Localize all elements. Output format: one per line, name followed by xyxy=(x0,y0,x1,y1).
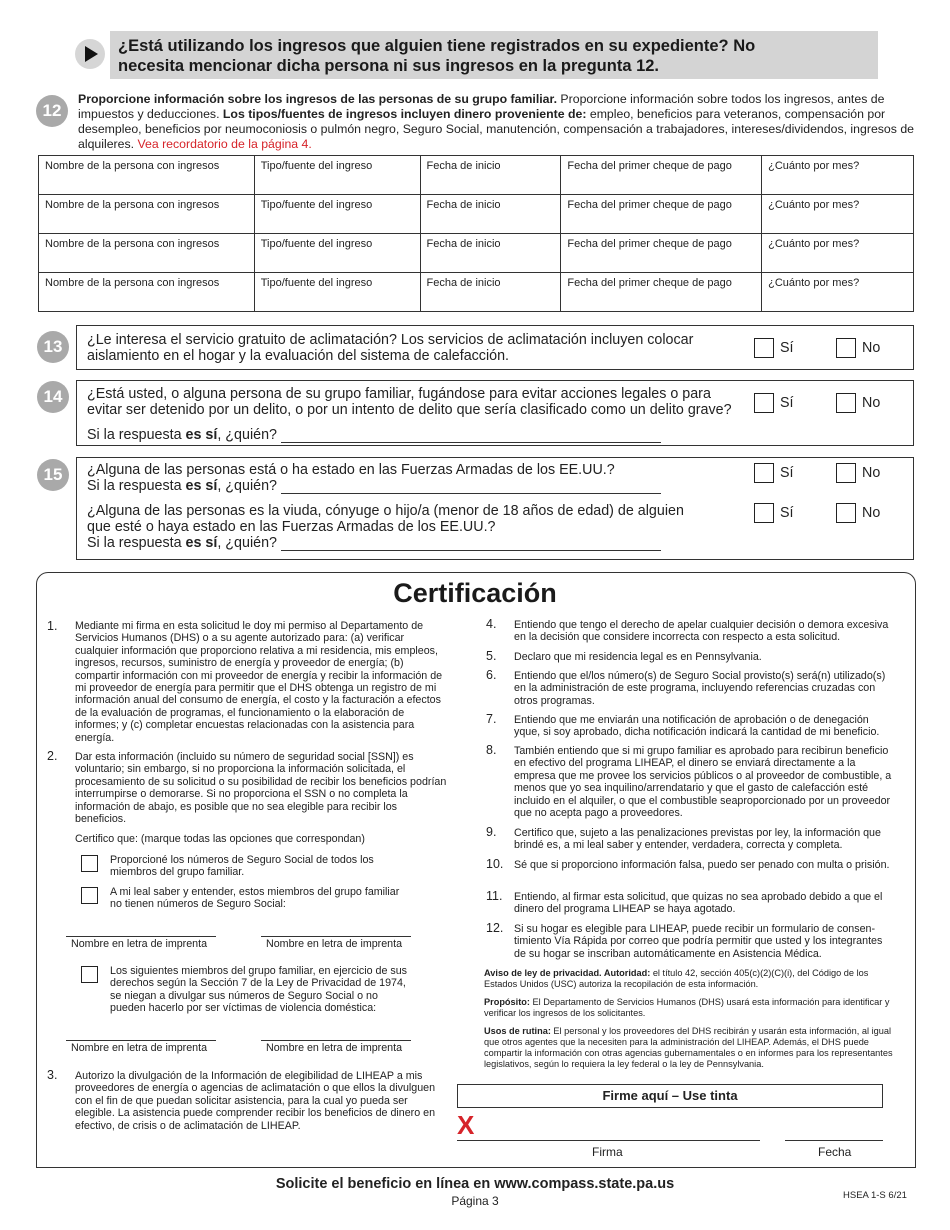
q14-who-input[interactable] xyxy=(281,429,661,443)
q15b-yes-checkbox[interactable] xyxy=(754,503,774,523)
q15b-line-1: ¿Alguna de las personas es la viuda, cónyuge o hijo/a (menor de 18 años de edad) de alguien xyxy=(87,503,684,519)
q14-yes-checkbox[interactable] xyxy=(754,393,774,413)
opt1-checkbox[interactable] xyxy=(81,855,98,872)
item-number-11: 11. xyxy=(486,889,503,903)
q14-box xyxy=(76,380,914,446)
q14-who-bold: es sí xyxy=(185,427,218,443)
opt3-checkbox[interactable] xyxy=(81,966,98,983)
q14-who xyxy=(87,427,661,443)
item-number-1: 1. xyxy=(47,619,58,633)
notice-banner xyxy=(110,31,878,79)
q13-box xyxy=(76,325,914,370)
item-number-8: 8. xyxy=(486,743,497,757)
income-cell[interactable]: ¿Cuánto por mes? xyxy=(762,156,914,195)
signature-caption: Firma xyxy=(592,1145,623,1159)
income-cell[interactable]: Fecha del primer cheque de pago xyxy=(561,195,762,234)
cert-item-2: Dar esta información (incluido su número de seguridad social [SSN]) es voluntario; sin embargo, si no proporciona la información solicitada, el procesamiento de su solicitud o su posibilidad de recibir los beneficios podrían interrumpirse o demorarse. Si no proporciona el SSN o no completa la información de abajo, es posible que no sea elegible para recibir los beneficios. xyxy=(75,751,447,826)
print-name-line-3[interactable] xyxy=(66,1040,216,1041)
q13-no-label: No xyxy=(862,340,881,356)
item-number-5: 5. xyxy=(486,649,497,663)
q15a-question xyxy=(87,462,661,494)
income-cell[interactable]: ¿Cuánto por mes? xyxy=(762,195,914,234)
income-cell[interactable]: Fecha del primer cheque de pago xyxy=(561,156,762,195)
print-name-line-1[interactable] xyxy=(66,936,216,937)
q13-yes-checkbox[interactable] xyxy=(754,338,774,358)
item-number-7: 7. xyxy=(486,712,497,726)
footer-page-number: Página 3 xyxy=(451,1194,499,1208)
print-name-caption-3: Nombre en letra de imprenta xyxy=(71,1042,208,1054)
q13-yes-label: Sí xyxy=(780,340,794,356)
q15a-who-bold: es sí xyxy=(185,478,218,494)
item-number-4: 4. xyxy=(486,617,497,631)
income-cell[interactable]: Fecha de inicio xyxy=(420,195,561,234)
opt2-checkbox[interactable] xyxy=(81,887,98,904)
q15b-who-suffix: , ¿quién? xyxy=(217,535,277,551)
q15b-line-2: que esté o haya estado en las Fuerzas Armadas de los EE.UU.? xyxy=(87,519,496,535)
cert-item-9: Certifico que, sujeto a las penalizaciones previstas por ley, la información que brindé es, a mi leal saber y entender, verdadera, correcta y completa. xyxy=(514,827,881,852)
income-row xyxy=(39,234,914,273)
cert-item-1: Mediante mi firma en esta solicitud le doy mi permiso al Departamento de Servicios Humanos (DHS) o a su agente autorizado para: (a) verificar cualquier información que proporciono relativa a mi residencia, mis empleos, ingresos, recursos, suministro de energía y proveedor de energía; (b) compartir información con mi proveedor de energía y recibir la información de mi proveedor de energía para permitir que el DHS obtenga un registro de mi información anual del consumo de energía, el costo y la facturación a efectos de la evaluación de programas, el funcionamiento o la elaboración de informes; y (c) completar encuestas relacionadas con la asistencia para energía. xyxy=(75,620,443,744)
purpose-notice xyxy=(484,997,894,1019)
signature-x-mark: X xyxy=(457,1110,475,1140)
cert-item-12: Si su hogar es elegible para LIHEAP, puede recibir un formulario de consentimiento Vía Rápida por correo que podría permitir que usted y los integrantes de su hogar se inscriban automáticamente en Asistencia Médica. xyxy=(514,923,883,960)
opt1-label: Proporcioné los números de Seguro Social de todos los miembros del grupo familiar. xyxy=(110,854,374,879)
item-number-9: 9. xyxy=(486,825,497,839)
date-caption: Fecha xyxy=(818,1145,852,1159)
q12-reminder: Vea recordatorio de la página 4. xyxy=(137,137,312,151)
q15a-yes-label: Sí xyxy=(780,465,794,481)
income-cell[interactable]: Fecha de inicio xyxy=(420,273,561,312)
cert-item-7: Entiendo que me enviarán una notificación de aprobación o de denegación yque, si soy aprobado, dicha notificación indicará la cantidad de mi beneficio. xyxy=(514,714,880,739)
q15-box xyxy=(76,457,914,560)
banner-line-2: necesita mencionar dicha persona ni sus ingresos en la pregunta 12. xyxy=(118,57,660,75)
cert-item-10: Sé que si proporciono información falsa, puedo ser penado con multa o prisión. xyxy=(514,859,890,871)
q14-who-suffix: , ¿quién? xyxy=(217,427,277,443)
income-cell[interactable]: Fecha del primer cheque de pago xyxy=(561,234,762,273)
income-table xyxy=(38,155,914,312)
q15a-who-suffix: , ¿quién? xyxy=(217,478,277,494)
question-number-15: 15 xyxy=(37,459,69,491)
q14-line-2: evitar ser detenido por un delito, o por un intento de delito que sería clasificado como un delito grave? xyxy=(87,402,732,418)
print-name-caption-1: Nombre en letra de imprenta xyxy=(71,938,208,950)
cert-item-8: También entiendo que si mi grupo familiar es aprobado para recibirun beneficio en efectivo del programa LIHEAP, el dinero se enviará directamente a la empresa que me provee los servicios públicos o al proveedor de combustible, a menos que yo sea inquilino/arrendatario y que el gasto de calefacción esté incluido en el alquiler, o que el combustible seaproporcionado por un proveedor que no acepta pago a proveedores. xyxy=(514,745,892,820)
privacy-bold: Aviso de ley de privacidad. Autoridad: xyxy=(484,968,651,978)
opt2-label: A mi leal saber y entender, estos miembros del grupo familiar no tienen números de Seguro Social: xyxy=(110,886,400,911)
q13-no-checkbox[interactable] xyxy=(836,338,856,358)
q15a-no-label: No xyxy=(862,465,881,481)
q15b-no-checkbox[interactable] xyxy=(836,503,856,523)
q12-text-2: empleo, beneficios para veteranos, compensación por desempleo, beneficios por neumoconiosis o pulmón negro, Seguro Social, manutención, compensación a trabajadores, intereses/dividendos, ingresos de alquileres. xyxy=(78,107,915,151)
q15b-who xyxy=(87,535,684,551)
certification-title: Certificación xyxy=(393,578,557,608)
income-cell[interactable]: Tipo/fuente del ingreso xyxy=(254,234,420,273)
item-number-3: 3. xyxy=(47,1068,58,1082)
income-row xyxy=(39,156,914,195)
q15b-question xyxy=(87,503,684,551)
question-number-12: 12 xyxy=(36,95,68,127)
q15a-line-1: ¿Alguna de las personas está o ha estado en las Fuerzas Armadas de los EE.UU.? xyxy=(87,462,615,478)
income-cell[interactable]: ¿Cuánto por mes? xyxy=(762,273,914,312)
q15b-yes-label: Sí xyxy=(780,505,794,521)
income-cell[interactable]: Nombre de la persona con ingresos xyxy=(39,273,255,312)
q14-question xyxy=(87,386,732,418)
print-name-line-4[interactable] xyxy=(261,1040,411,1041)
income-cell[interactable]: ¿Cuánto por mes? xyxy=(762,234,914,273)
income-cell[interactable]: Tipo/fuente del ingreso xyxy=(254,195,420,234)
cert-item-11: Entiendo, al firmar esta solicitud, que quizas no sea aprobado debido a que el dinero del programa LIHEAP se haya agotado. xyxy=(514,891,883,916)
privacy-notice xyxy=(484,968,894,990)
q14-who-prefix: Si la respuesta xyxy=(87,427,186,443)
q13-question xyxy=(87,332,693,364)
income-row xyxy=(39,273,914,312)
print-name-caption-2: Nombre en letra de imprenta xyxy=(266,938,403,950)
income-cell[interactable]: Fecha de inicio xyxy=(420,234,561,273)
footer-form-id: HSEA 1-S 6/21 xyxy=(843,1190,907,1201)
q14-line-1: ¿Está usted, o alguna persona de su grupo familiar, fugándose para evitar acciones legales o para xyxy=(87,386,711,402)
question-number-13: 13 xyxy=(37,331,69,363)
q12-bold-2: Los tipos/fuentes de ingresos incluyen dinero proveniente de: xyxy=(222,107,587,121)
cert-item-5: Declaro que mi residencia legal es en Pennsylvania. xyxy=(514,651,762,663)
arrow-icon xyxy=(75,39,105,69)
certify-heading: Certifico que: (marque todas las opciones que correspondan) xyxy=(75,833,365,845)
income-cell[interactable]: Tipo/fuente del ingreso xyxy=(254,273,420,312)
q12-instructions xyxy=(78,92,918,152)
item-number-2: 2. xyxy=(47,749,58,763)
routine-text: El personal y los proveedores del DHS recibirán y usarán esta información, al igual que otros agentes que la necesiten para la administración del LIHEAP. Además, el DHS puede compartir la información con otras agencias gubernamentales o en informes para los representantes legislativos, según lo requiera la ley federal o la ley de Pennsylvania. xyxy=(484,1026,893,1069)
print-name-line-2[interactable] xyxy=(261,936,411,937)
purpose-text: El Departamento de Servicios Humanos (DHS) usará esta información para identificar y verificar los ingresos de los solicitantes. xyxy=(484,997,890,1018)
date-line[interactable] xyxy=(785,1140,883,1141)
item-number-12: 12. xyxy=(486,921,504,935)
opt3-label: Los siguientes miembros del grupo familiar, en ejercicio de sus derechos según la Sección 7 de la Ley de Privacidad de 1974, se niegan a divulgar sus números de Seguro Social o no pueden hacerlo por ser víctimas de violencia doméstica: xyxy=(110,965,408,1015)
footer-apply-online: Solicite el beneficio en línea en www.compass.state.pa.us xyxy=(275,1176,675,1192)
q12-text-1: Proporcione información sobre todos los ingresos, antes de impuestos y deducciones. xyxy=(78,92,885,121)
privacy-text: el título 42, sección 405(c)(2)(C)(i), del Código de los Estados Unidos (USC) autoriza la recopilación de esta información. xyxy=(484,968,869,989)
routine-bold: Usos de rutina: xyxy=(484,1026,551,1036)
q13-line-2: aislamiento en el hogar y la evaluación del sistema de calefacción. xyxy=(87,348,510,364)
income-cell[interactable]: Nombre de la persona con ingresos xyxy=(39,195,255,234)
item-number-10: 10. xyxy=(486,857,504,871)
purpose-bold: Propósito: xyxy=(484,997,530,1007)
cert-item-4: Entiendo que tengo el derecho de apelar cualquier decisión o demora excesiva en la decisión que considere incorrecta con respecto a esta solicitud. xyxy=(514,619,889,644)
income-cell[interactable]: Nombre de la persona con ingresos xyxy=(39,156,255,195)
q15a-yes-checkbox[interactable] xyxy=(754,463,774,483)
item-number-6: 6. xyxy=(486,668,497,682)
income-cell[interactable]: Fecha de inicio xyxy=(420,156,561,195)
q15b-who-input[interactable] xyxy=(281,537,661,551)
q14-no-label: No xyxy=(862,395,881,411)
q12-bold-1: Proporcione información sobre los ingresos de las personas de su grupo familiar. xyxy=(78,92,558,106)
q13-line-1: ¿Le interesa el servicio gratuito de aclimatación? Los servicios de aclimatación incluyen colocar xyxy=(87,332,694,348)
cert-item-3: Autorizo la divulgación de la Información de elegibilidad de LIHEAP a mis proveedores de energía o agencias de aclimatación o que ellos la divulguen con el fin de que puedan solicitar asistencia, para la cual yo pueda ser elegible. La asistencia puede comprender recibir los beneficios de dinero en efectivo, de crisis o de aclimatación de LIHEAP. xyxy=(75,1070,436,1132)
cert-item-6: Entiendo que el/los número(s) de Seguro Social provisto(s) será(n) utilizado(s) en la administración de este programa, incluyendo referencias cruzadas con otros programas. xyxy=(514,670,886,707)
question-number-14: 14 xyxy=(37,381,69,413)
income-cell[interactable]: Nombre de la persona con ingresos xyxy=(39,234,255,273)
q15b-who-prefix: Si la respuesta xyxy=(87,535,186,551)
income-row xyxy=(39,195,914,234)
q14-no-checkbox[interactable] xyxy=(836,393,856,413)
routine-notice xyxy=(484,1026,894,1070)
q15a-who-prefix: Si la respuesta xyxy=(87,478,186,494)
income-cell[interactable]: Tipo/fuente del ingreso xyxy=(254,156,420,195)
q15a-no-checkbox[interactable] xyxy=(836,463,856,483)
signature-line[interactable] xyxy=(457,1140,760,1141)
sign-here-header: Firme aquí – Use tinta xyxy=(457,1084,883,1108)
q15b-who-bold: es sí xyxy=(185,535,218,551)
banner-line-1: ¿Está utilizando los ingresos que alguien tiene registrados en su expediente? No xyxy=(118,37,756,55)
print-name-caption-4: Nombre en letra de imprenta xyxy=(266,1042,403,1054)
q15a-who xyxy=(87,478,661,494)
income-cell[interactable]: Fecha del primer cheque de pago xyxy=(561,273,762,312)
q15b-no-label: No xyxy=(862,505,881,521)
q15a-who-input[interactable] xyxy=(281,480,661,494)
q14-yes-label: Sí xyxy=(780,395,794,411)
